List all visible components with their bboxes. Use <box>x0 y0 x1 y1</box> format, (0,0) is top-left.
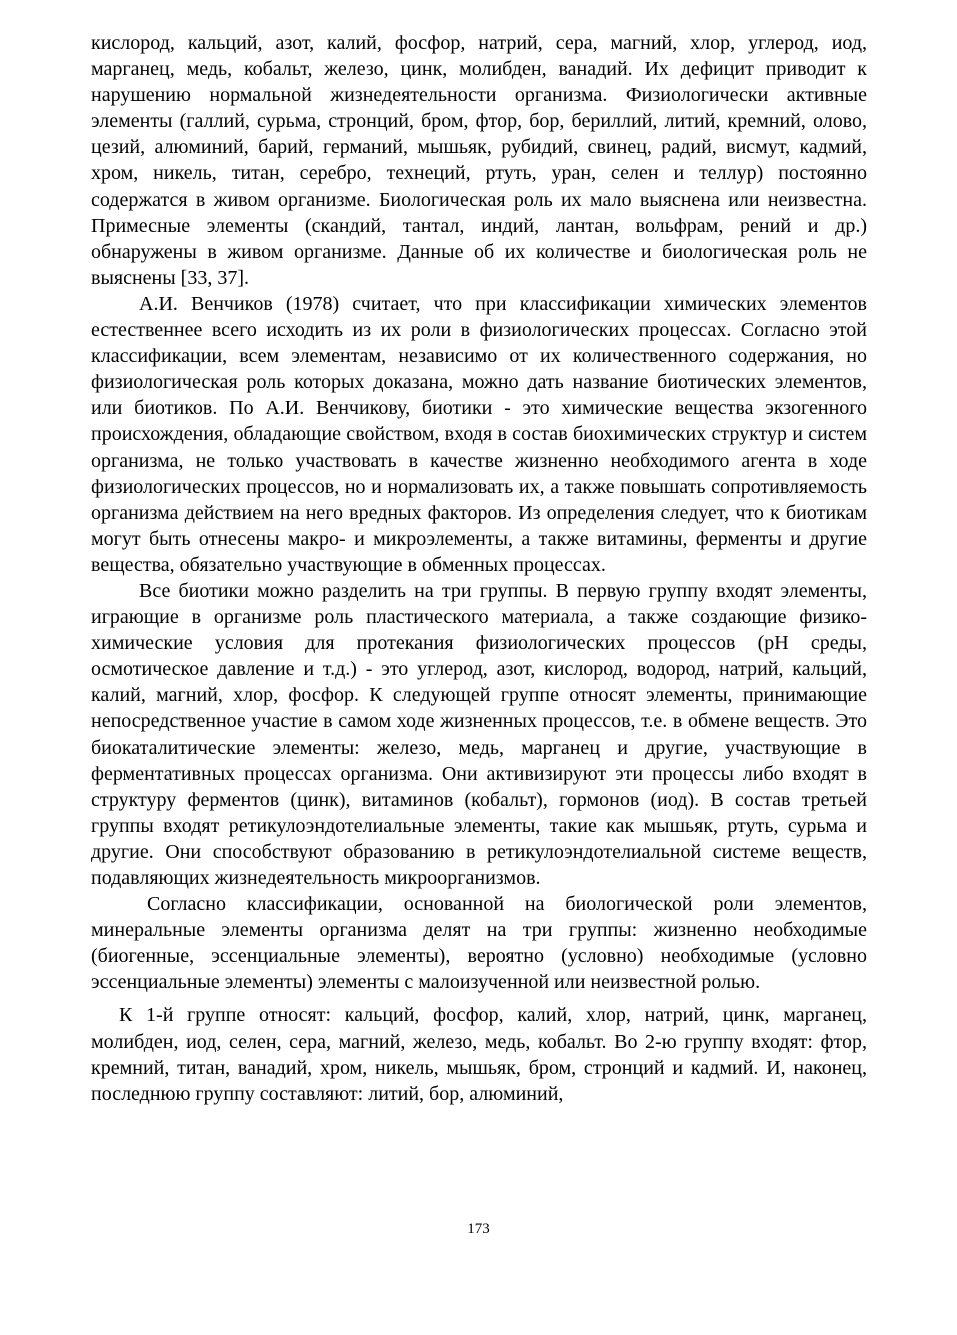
paragraph-4: Согласно классификации, основанной на биологической роли элементов, минеральные элементы организма делят на три группы: жизненно необходимые (биогенные, эссенциальные элементы), вероятно (условно) необходимые (условно эссенциальные элементы) элементы с малоизученной или неизвестной ролью. <box>91 893 867 994</box>
page-number: 173 <box>467 1221 490 1237</box>
paragraph-5: К 1-й группе относят: кальций, фосфор, калий, хлор, натрий, цинк, марганец, молибден, иод, селен, сера, магний, железо, медь, кобальт. Во 2-ю группу входят: фтор, кремний, титан, ванадий, хром, никель, мышьяк, бром, стронций и кадмий. И, наконец, последнюю группу составляют: литий, бор, алюминий, <box>91 1004 867 1105</box>
paragraph-1: кислород, кальций, азот, калий, фосфор, натрий, сера, магний, хлор, углерод, иод, марганец, медь, кобальт, железо, цинк, молибден, ванадий. Их дефицит приводит к нарушению нормальной жизнедеятельности организма. Физиологически активные элементы (галлий, сурьма, стронций, бром, фтор, бор, бериллий, литий, кремний, олово, цезий, алюминий, барий, германий, мышьяк, рубидий, свинец, радий, висмут, кадмий, хром, никель, титан, серебро, технеций, ртуть, уран, селен и теллур) постоянно содержатся в живом организме. Биологическая роль их мало выяснена или неизвестна. Примесные элементы (скандий, тантал, индий, лантан, вольфрам, рений и др.) обнаружены в живом организме. Данные об их количестве и биологическая роль не выяснены [33, 37]. <box>91 32 867 289</box>
document-body <box>91 30 867 1107</box>
paragraph-3: Все биотики можно разделить на три группы. В первую группу входят элементы, играющие в организме роль пластического материала, а также создающие физико-химические условия для протекания физиологических процессов (pH среды, осмотическое давление и т.д.) - это углерод, азот, кислород, водород, натрий, кальций, калий, магний, хлор, фосфор. К следующей группе относят элементы, принимающие непосредственное участие в самом ходе жизненных процессов, т.е. в обмене веществ. Это биокаталитические элементы: железо, медь, марганец и другие, участвующие в ферментативных процессах организма. Они активизируют эти процессы либо входят в структуру ферментов (цинк), витаминов (кобальт), гормонов (иод). В состав третьей группы входят ретикулоэндотелиальные элементы, такие как мышьяк, ртуть, сурьма и другие. Они способствуют образованию в ретикулоэндотелиальной системе веществ, подавляющих жизнедеятельность микроорганизмов. <box>91 579 867 889</box>
paragraph-2: А.И. Венчиков (1978) считает, что при классификации химических элементов естественнее всего исходить из их роли в физиологических процессах. Согласно этой классификации, всем элементам, независимо от их количественного содержания, но физиологическая роль которых доказана, можно дать название биотических элементов, или биотиков. По А.И. Венчикову, биотики - это химические вещества экзогенного происхождения, обладающие свойством, входя в состав биохимических структур и систем организма, не только участвовать в качестве жизненно необходимого агента в ходе физиологических процессов, но и нормализовать их, а также повышать сопротивляемость организма действием на него вредных факторов. Из определения следует, что к биотикам могут быть отнесены макро- и микроэлементы, а также витамины, ферменты и другие вещества, обязательно участвующие в обменных процессах. <box>91 292 867 576</box>
